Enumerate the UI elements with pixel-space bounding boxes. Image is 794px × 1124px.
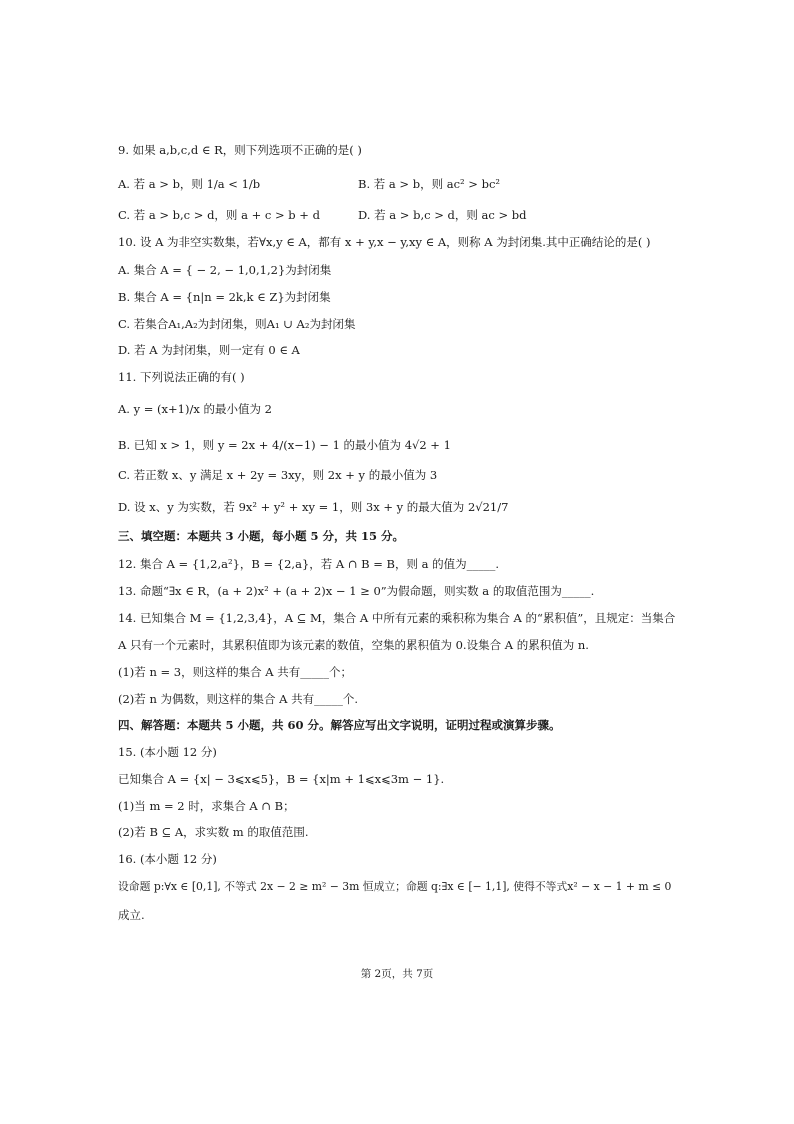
q16-line2: 成立. [118, 908, 145, 922]
q9-option-c: C. 若 a > b,c > d，则 a + c > b + d [118, 208, 320, 222]
q9-option-d: D. 若 a > b,c > d，则 ac > bd [358, 208, 527, 222]
q10-stem: 10. 设 A 为非空实数集，若∀x,y ∈ A，都有 x + y,x − y,xy ∈ A，则称 A 为封闭集.其中正确结论的是( ) [118, 235, 651, 249]
q10-option-b: B. 集合 A = {n|n = 2k,k ∈ Z}为封闭集 [118, 290, 331, 304]
q12: 12. 集合 A = {1,2,a²}，B = {2,a}，若 A ∩ B = B，则 a 的值为_____. [118, 557, 500, 571]
section-3-heading: 三、填空题：本题共 3 小题，每小题 5 分，共 15 分。 [118, 529, 405, 543]
q14-line2: A 只有一个元素时，其累积值即为该元素的数值，空集的累积值为 0.设集合 A 的累积值为 n. [118, 638, 589, 652]
q14-line1: 14. 已知集合 M = {1,2,3,4}，A ⊆ M，集合 A 中所有元素的乘积称为集合 A 的“累积值”，且规定：当集合 [118, 611, 676, 625]
q10-option-d: D. 若 A 为封闭集，则一定有 0 ∈ A [118, 343, 300, 357]
q10-option-c: C. 若集合A₁,A₂为封闭集，则A₁ ∪ A₂为封闭集 [118, 317, 356, 331]
q11-option-c: C. 若正数 x、y 满足 x + 2y = 3xy，则 2x + y 的最小值为 3 [118, 468, 438, 482]
q9-option-a: A. 若 a > b，则 1/a < 1/b [118, 177, 261, 191]
q14-part1: (1)若 n = 3，则这样的集合 A 共有_____个； [118, 665, 352, 679]
q10-option-a: A. 集合 A = { − 2, − 1,0,1,2}为封闭集 [118, 263, 332, 277]
q11-stem: 11. 下列说法正确的有( ) [118, 370, 245, 384]
q16-line1: 设命题 p:∀x ∈ [0,1], 不等式 2x − 2 ≥ m² − 3m 恒成立；命题 q:∃x ∈ [− 1,1], 使得不等式x² − x − 1 + m ≤ 0 [118, 880, 672, 893]
q11-option-b: B. 已知 x > 1，则 y = 2x + 4/(x−1) − 1 的最小值为 4√2 + 1 [118, 438, 451, 452]
page-footer: 第 2页，共 7页 [360, 968, 434, 980]
q11-option-d: D. 设 x、y 为实数，若 9x² + y² + xy = 1，则 3x + y 的最大值为 2√21/7 [118, 500, 509, 514]
q16-title: 16. (本小题 12 分) [118, 852, 217, 866]
q15-title: 15. (本小题 12 分) [118, 745, 217, 759]
q9-stem: 9. 如果 a,b,c,d ∈ R，则下列选项不正确的是( ) [118, 143, 362, 157]
q9-option-b: B. 若 a > b，则 ac² > bc² [358, 177, 501, 191]
section-4-heading: 四、解答题：本题共 5 小题，共 60 分。解答应写出文字说明，证明过程或演算步骤。 [118, 718, 561, 732]
q15-part2: (2)若 B ⊆ A，求实数 m 的取值范围. [118, 825, 309, 839]
q14-part2: (2)若 n 为偶数，则这样的集合 A 共有_____个. [118, 692, 359, 706]
q15-given: 已知集合 A = {x| − 3⩽x⩽5}，B = {x|m + 1⩽x⩽3m − 1}. [118, 772, 445, 786]
q15-part1: (1)当 m = 2 时，求集合 A ∩ B； [118, 799, 295, 813]
q13: 13. 命题“∃x ∈ R，(a + 2)x² + (a + 2)x − 1 ≥ 0”为假命题，则实数 a 的取值范围为_____. [118, 584, 595, 598]
q11-option-a: A. y = (x+1)/x 的最小值为 2 [118, 402, 272, 416]
